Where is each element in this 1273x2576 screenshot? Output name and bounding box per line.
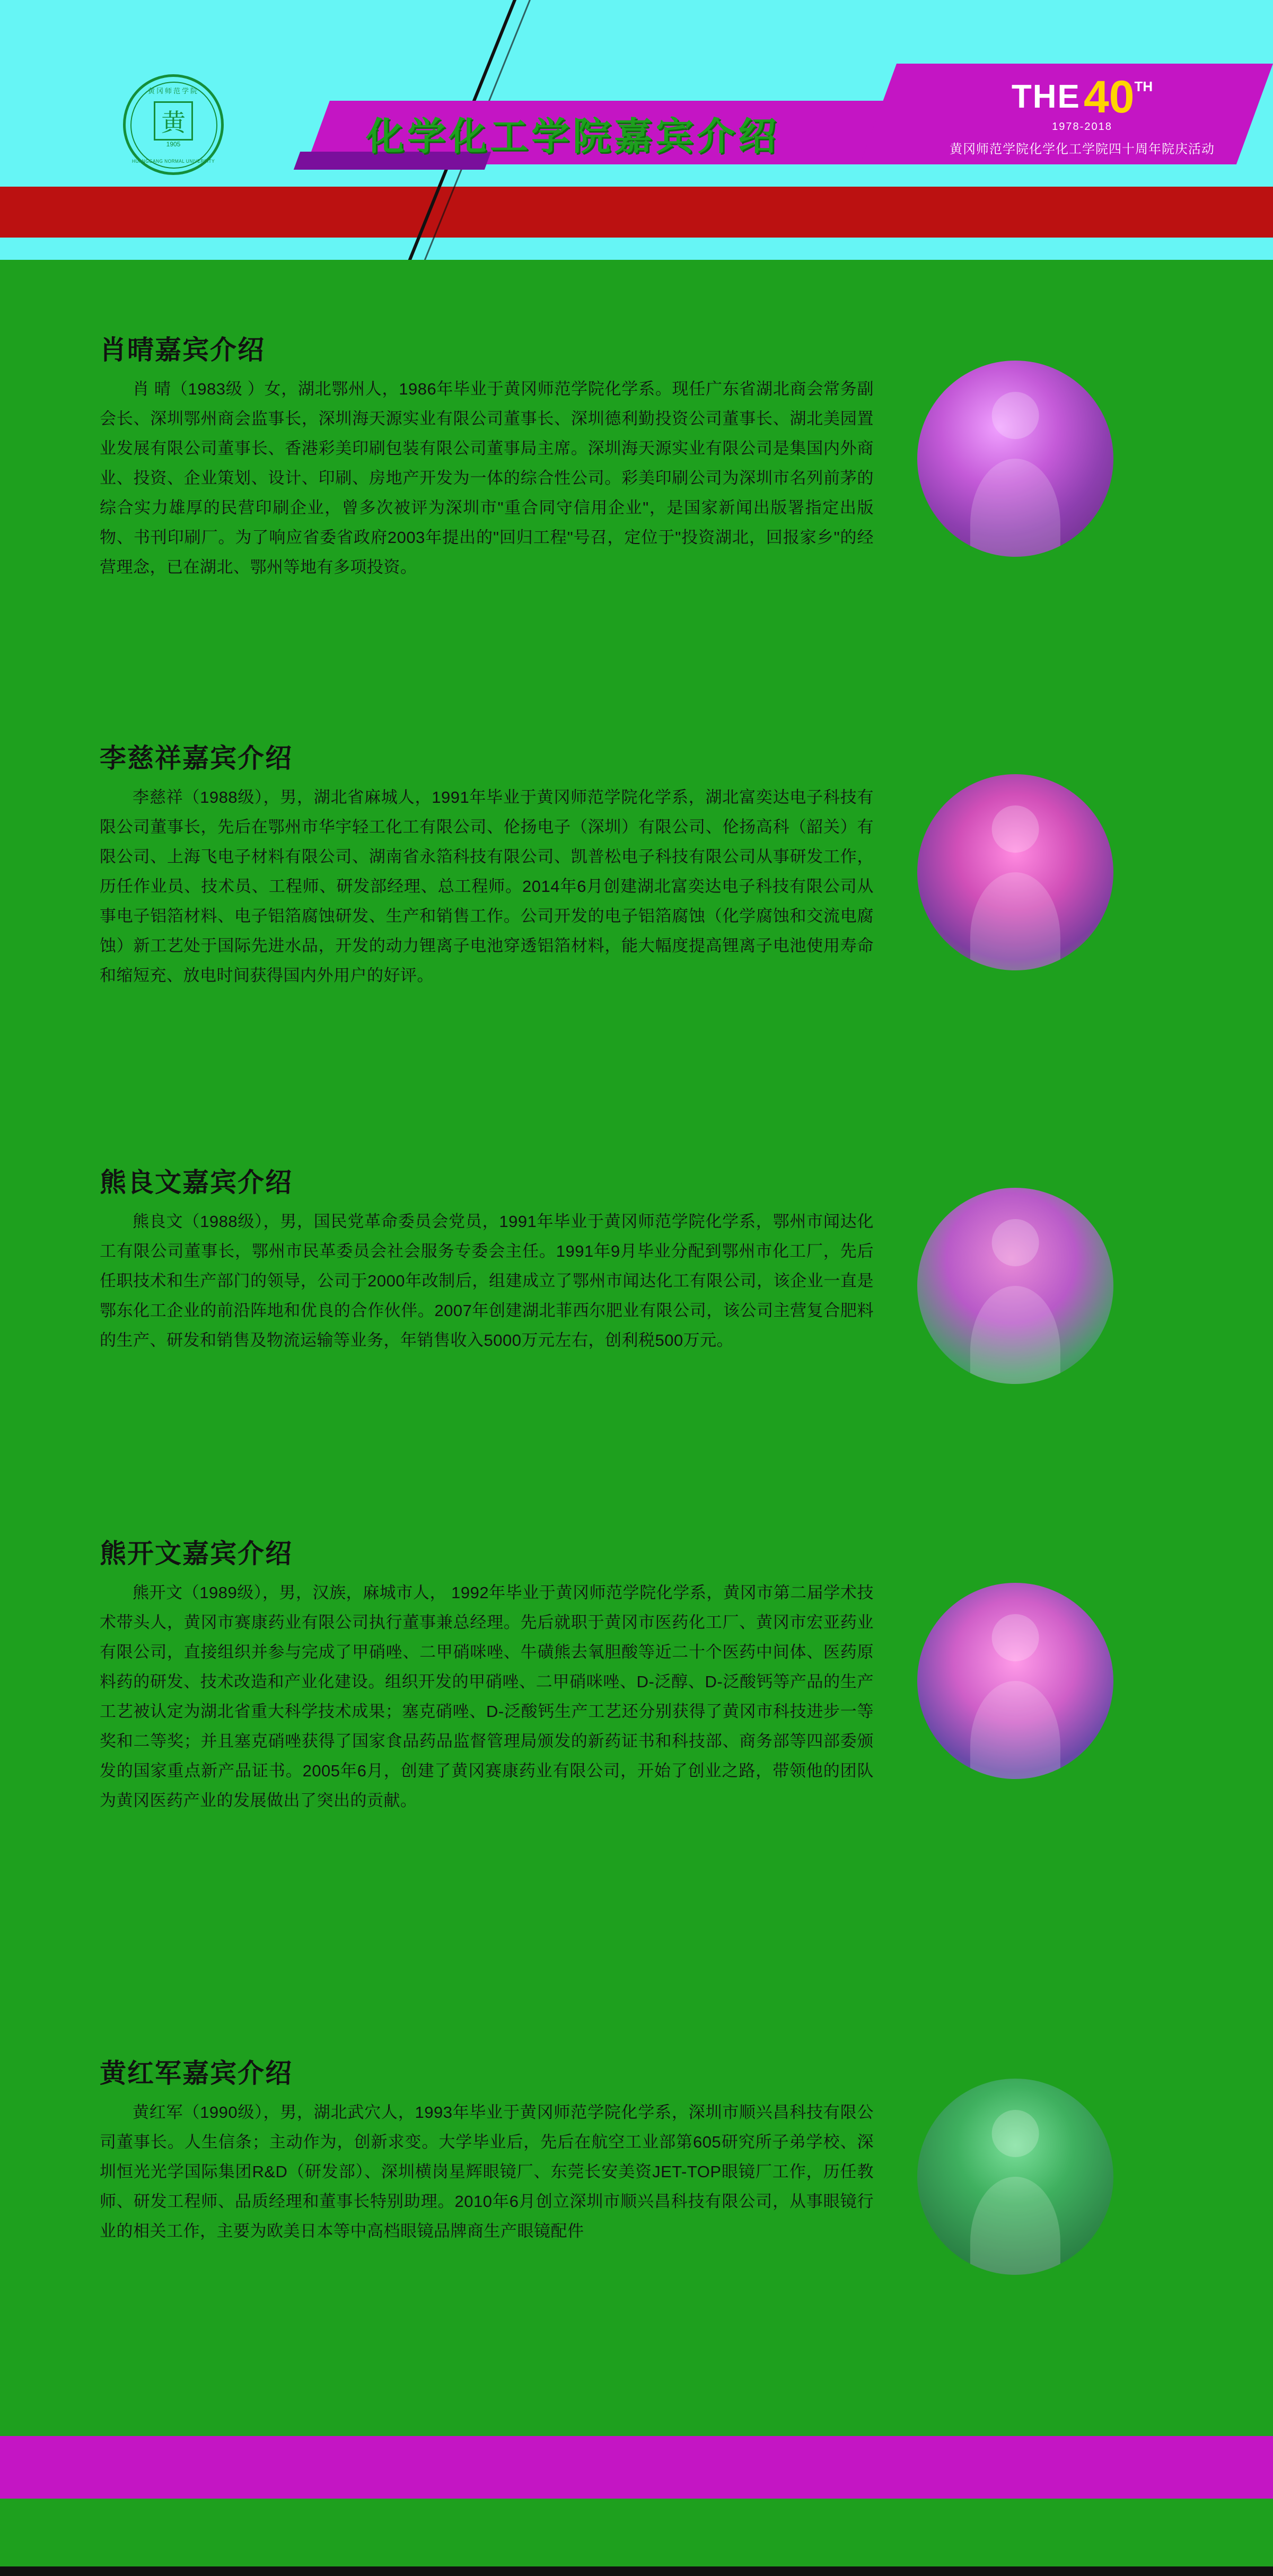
portrait-figure-shape	[970, 872, 1060, 970]
guest-bio-text: 黄红军（1990级），男，湖北武穴人，1993年毕业于黄冈师范学院化学系，深圳市顺兴昌科技有限公司董事长。人生信条；主动作为，创新求变。大学毕业后，先后在航空工业部第605研究所子弟学校、深圳恒光光学国际集团R&D（研发部）、深圳横岗星辉眼镜厂、东莞长安美资JET-TOP眼镜厂工作，历任教师、研发工程师、品质经理和董事长特别助理。2010年6月创立深圳市顺兴昌科技有限公司，从事眼镜行业的相关工作，主要为欧美日本等中高档眼镜品牌商生产眼镜配件	[100, 2103, 874, 2240]
portrait-li-cixiang	[917, 774, 1113, 970]
portrait-xiao-qing	[917, 361, 1113, 557]
page-title: 化学化工学院嘉宾介绍	[366, 116, 780, 158]
poster-header	[0, 0, 1273, 260]
anniversary-number: 40	[1083, 72, 1135, 122]
anniversary-badge	[912, 74, 1252, 159]
guest-entries-container	[0, 260, 1273, 2436]
seal-english-name: HUANGGANG NORMAL UNIVERSITY	[131, 159, 215, 164]
guest-bio-text: 肖 晴（1983级 ）女，湖北鄂州人，1986年毕业于黄冈师范学院化学系。现任广东省湖北商会常务副会长、深圳鄂州商会监事长，深圳海天源实业有限公司董事长、深圳德利勤投资公司董事长、湖北美园置业发展有限公司董事长、香港彩美印刷包装有限公司董事局主席。深圳海天源实业有限公司是集国内外商业、投资、企业策划、设计、印刷、房地产开发为一体的综合性公司。彩美印刷公司为深圳市名列前茅的综合实力雄厚的民营印刷企业，曾多次被评为深圳市"重合同守信用企业"，是国家新闻出版署指定出版物、书刊印刷厂。为了响应省委省政府2003年提出的"回归工程"号召，定位于"投资湖北，回报家乡"的经营理念，已在湖北、鄂州等地有多项投资。	[100, 380, 874, 576]
seal-center-emblem: 黄	[154, 101, 193, 141]
anniversary-ordinal: TH	[1134, 78, 1153, 94]
portrait-head-shape	[992, 392, 1039, 439]
guest-name-heading: 黄红军嘉宾介绍	[100, 2058, 293, 2088]
portrait-xiong-liangwen	[917, 1188, 1113, 1384]
portrait-figure-shape	[970, 1286, 1060, 1384]
guest-bio-text: 李慈祥（1988级），男，湖北省麻城人，1991年毕业于黄冈师范学院化学系，湖北富奕达电子科技有限公司董事长，先后在鄂州市华宇轻工化工有限公司、伦扬电子（深圳）有限公司、伦扬高科（韶关）有限公司、上海飞电子材料有限公司、湖南省永箔科技有限公司、凯普松电子科技有限公司从事研发工作，历任作业员、技术员、工程师、研发部经理、总工程师。2014年6月创建湖北富奕达电子科技有限公司从事电子铝箔材料、电子铝箔腐蚀研发、生产和销售工作。公司开发的电子铝箔腐蚀（化学腐蚀和交流电腐蚀）新工艺处于国际先进水品，开发的动力锂离子电池穿透铝箔材料，能大幅度提高锂离子电池使用寿命和缩短充、放电时间获得国内外用户的好评。	[100, 788, 874, 985]
portrait-head-shape	[992, 805, 1039, 853]
guest-name-heading: 熊开文嘉宾介绍	[100, 1539, 293, 1569]
guest-bio-text: 熊开文（1989级），男，汉族，麻城市人， 1992年毕业于黄冈师范学院化学系，黄冈市第二届学术技术带头人，黄冈市赛康药业有限公司执行董事兼总经理。先后就职于黄冈市医药化工厂、黄冈市宏亚药业有限公司，直接组织并参与完成了甲硝唑、二甲硝咪唑、牛磺熊去氧胆酸等近二十个医药中间体、医药原料药的研发、技术改造和产业化建设。组织开发的甲硝唑、二甲硝咪唑、D-泛醇、D-泛酸钙等产品的生产工艺被认定为湖北省重大科学技术成果；塞克硝唑、D-泛酸钙生产工艺还分别获得了黄冈市科技进步一等奖和二等奖；并且塞克硝唑获得了国家食品药品监督管理局颁发的新药证书和科技部、商务部等四部委颁发的国家重点新产品证书。2005年6月，创建了黄冈赛康药业有限公司，开始了创业之路，带领他的团队为黄冈医药产业的发展做出了突出的贡献。	[100, 1583, 874, 1810]
portrait-figure-shape	[970, 1681, 1060, 1779]
footer-black-bar	[0, 2566, 1273, 2576]
portrait-xiong-kaiwen	[917, 1583, 1113, 1779]
header-red-band	[0, 187, 1273, 238]
portrait-head-shape	[992, 1219, 1039, 1266]
anniversary-years: 1978-2018	[1052, 121, 1112, 133]
portrait-head-shape	[992, 2110, 1039, 2157]
seal-chinese-name: 黄冈师范学院	[147, 87, 199, 95]
portrait-huang-hongjun	[917, 2079, 1113, 2275]
guest-name-heading: 李慈祥嘉宾介绍	[100, 743, 293, 773]
portrait-figure-shape	[970, 459, 1060, 557]
portrait-head-shape	[992, 1614, 1039, 1661]
anniversary-subtitle: 黄冈师范学院化学化工学院四十周年院庆活动	[950, 142, 1215, 156]
guest-name-heading: 熊良文嘉宾介绍	[100, 1168, 293, 1197]
footer-magenta-band	[0, 2436, 1273, 2499]
portrait-figure-shape	[970, 2177, 1060, 2275]
university-seal-logo	[123, 74, 224, 175]
anniversary-the-label: THE	[1011, 78, 1081, 115]
seal-founding-year: 1905	[166, 141, 181, 148]
footer-green-band	[0, 2499, 1273, 2576]
guest-bio-text: 熊良文（1988级），男，国民党革命委员会党员，1991年毕业于黄冈师范学院化学系，鄂州市闻达化工有限公司董事长，鄂州市民革委员会社会服务专委会主任。1991年9月毕业分配到鄂州市化工厂，先后任职技术和生产部门的领导，公司于2000年改制后，组建成立了鄂州市闻达化工有限公司，该企业一直是鄂东化工企业的前沿阵地和优良的合作伙伴。2007年创建湖北菲西尔肥业有限公司，该公司主营复合肥料的生产、研发和销售及物流运输等业务，年销售收入5000万元左右，创利税500万元。	[100, 1212, 874, 1350]
guest-name-heading: 肖晴嘉宾介绍	[100, 335, 265, 365]
